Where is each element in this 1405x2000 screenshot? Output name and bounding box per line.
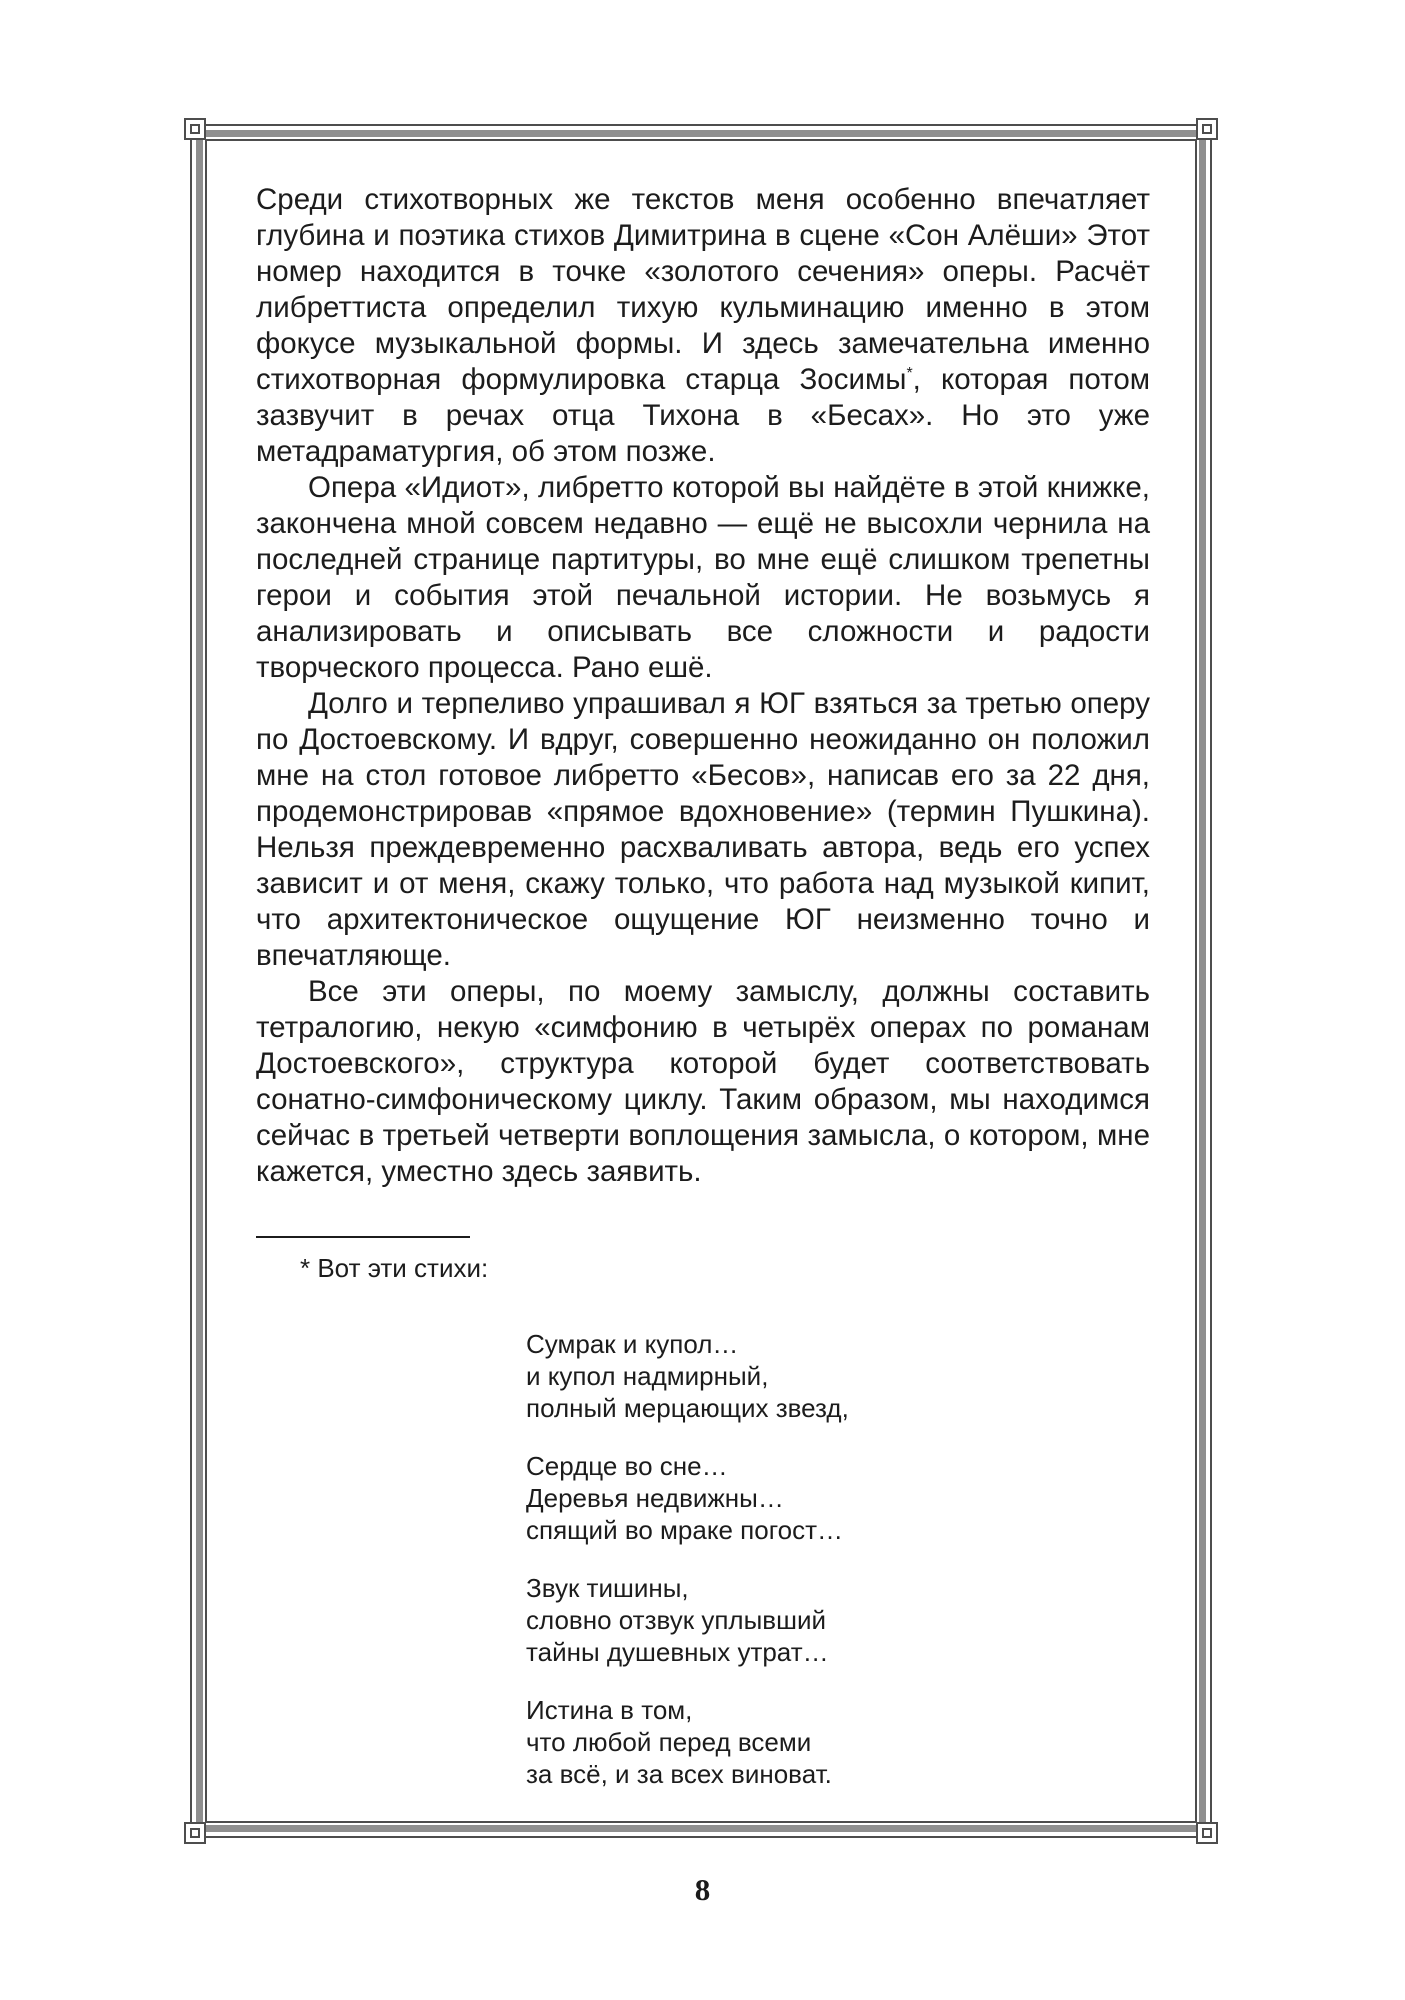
paragraph-3: Долго и терпеливо упрашивал я ЮГ взяться за третью оперу по Достоевскому. И вдруг, совершенно неожиданно он положил мне на стол готовое либретто «Бесов», написав его за 22 дня, продемонстрировав «прямое вдохновение» (термин Пушкина). Нельзя преждевременно расхваливать автора, ведь его успех зависит и от меня, скажу только, что работа над музыкой кипит, что архитектоническое ощущение ЮГ неизменно точно и впечатляюще. xyxy=(256,687,1150,972)
poem-line: Деревья недвижны… xyxy=(526,1483,784,1513)
poem-line: Истина в том, xyxy=(526,1695,693,1725)
poem-line: словно отзвук уплывший xyxy=(526,1605,826,1635)
paragraph-4: Все эти оперы, по моему замыслу, должны составить тетралогию, некую «симфонию в четырёх операх по романам Достоевского», структура которой будет соответствовать сонатно-симфоническому циклу. Таким образом, мы находимся сейчас в третьей четверти воплощения замысла, о котором, мне кажется, уместно здесь заявить. xyxy=(256,975,1150,1188)
poem-stanza xyxy=(526,1694,1150,1790)
poem-line: Сердце во сне… xyxy=(526,1451,728,1481)
footnote-intro: * Вот эти стихи: xyxy=(300,1253,489,1283)
frame-corner-ornament xyxy=(1196,118,1218,140)
poem-line: полный мерцающих звезд, xyxy=(526,1393,849,1423)
poem-stanza xyxy=(526,1450,1150,1546)
main-text xyxy=(256,182,1150,1816)
poem-line: Сумрак и купол… xyxy=(526,1329,739,1359)
poem-line: Звук тишины, xyxy=(526,1573,689,1603)
paragraph-1 xyxy=(256,182,1150,470)
poem-line: тайны душевных утрат… xyxy=(526,1637,829,1667)
paragraph-2: Опера «Идиот», либретто которой вы найдёте в этой книжке, закончена мной совсем недавно — ещё не высохли чернила на последней странице партитуры, во мне ещё слишком трепетны герои и события этой печальной истории. Не возьмусь я анализировать и описывать все сложности и радости творческого процесса. Рано ешё. xyxy=(256,471,1150,684)
page-number: 8 xyxy=(694,1872,711,1907)
poem-stanza xyxy=(526,1328,1150,1424)
frame-corner-ornament xyxy=(1196,1822,1218,1844)
frame-corner-ornament xyxy=(184,118,206,140)
footnote-poem xyxy=(526,1328,1150,1790)
poem-line: и купол надмирный, xyxy=(526,1361,769,1391)
frame-corner-ornament xyxy=(184,1822,206,1844)
poem-line: что любой перед всеми xyxy=(526,1727,812,1757)
poem-line: за всё, и за всех виноват. xyxy=(526,1759,832,1789)
poem-stanza xyxy=(526,1572,1150,1668)
footnote-divider xyxy=(256,1236,470,1238)
paragraph-1-continuation: , которая потом зазвучит в речах отца Тихона в «Бесах». Но это уже метадраматургия, об этом позже. xyxy=(256,363,1151,468)
footnote-marker: * xyxy=(906,365,913,383)
poem-line: спящий во мраке погост… xyxy=(526,1515,843,1545)
paragraph-1-text: Среди стихотворных же текстов меня особенно впечатляет глубина и поэтика стихов Димитрина в сцене «Сон Алёши» Этот номер находится в точке «золотого сечения» оперы. Расчёт либреттиста определил тихую кульминацию именно в этом фокусе музыкальной формы. И здесь замечательна именно стихотворная формулировка старца Зосимы xyxy=(256,183,1150,396)
